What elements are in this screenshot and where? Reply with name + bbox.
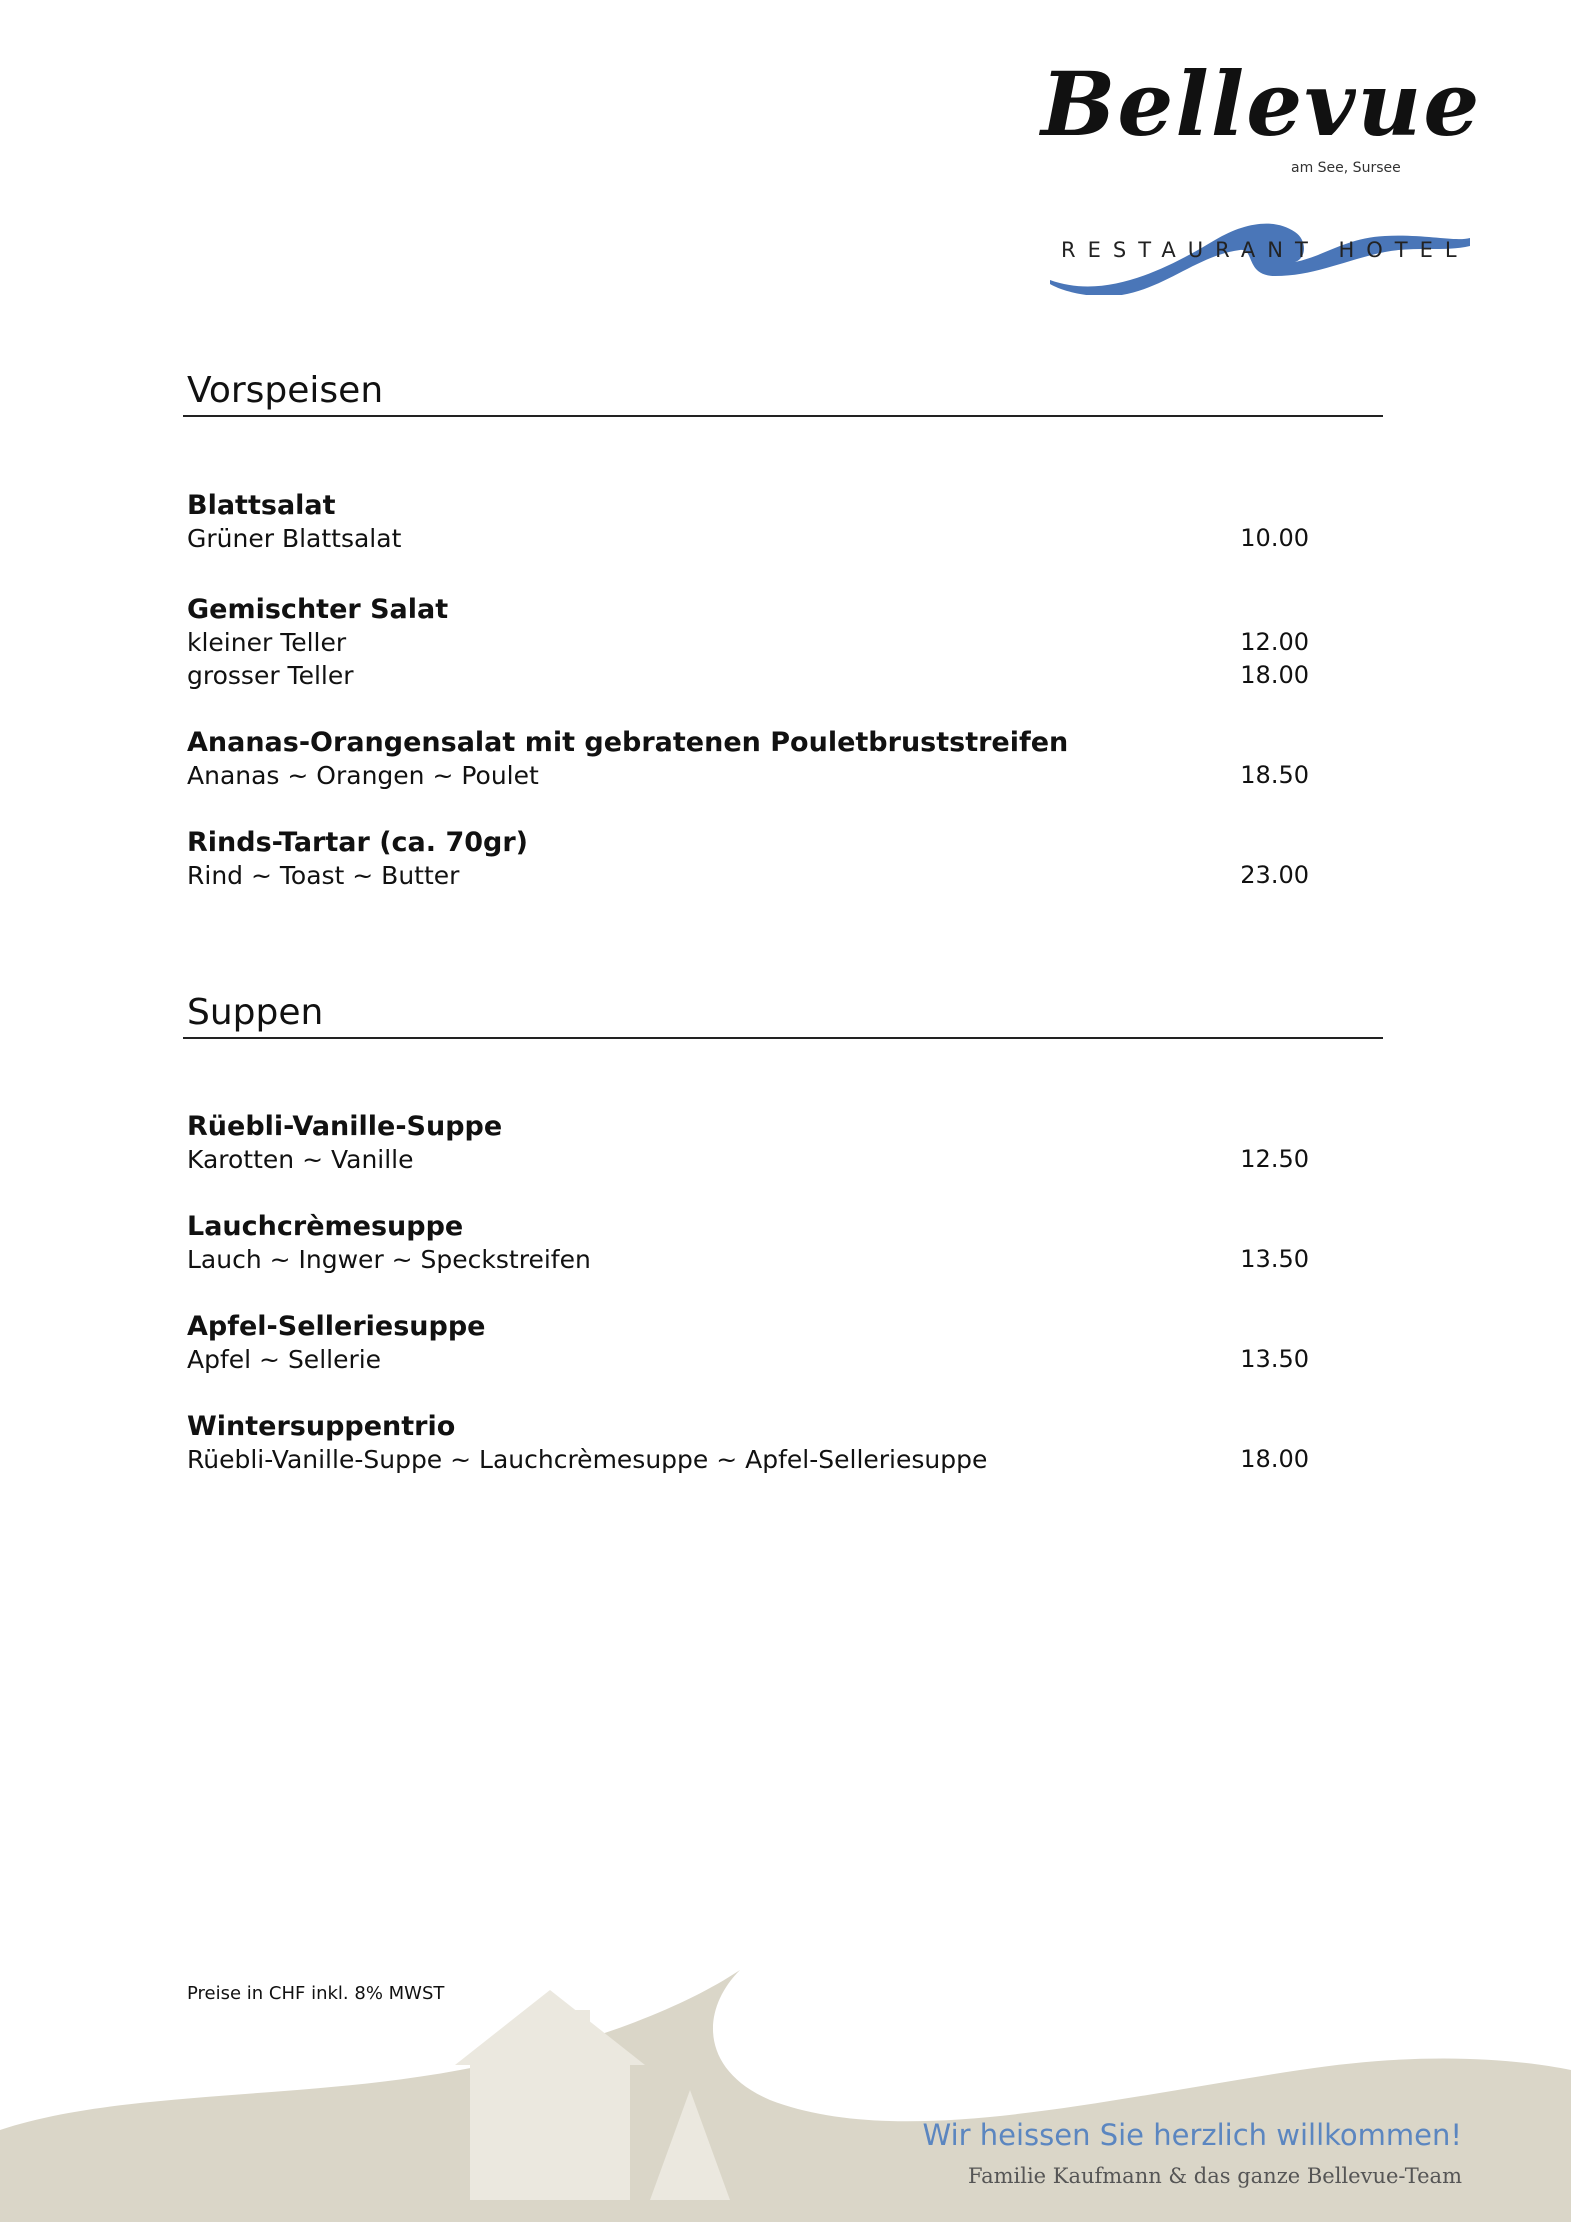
logo <box>1035 52 1482 275</box>
menu-item <box>187 489 1309 555</box>
item-description: Rind ~ Toast ~ Butter <box>187 861 460 890</box>
item-line <box>187 522 1309 555</box>
logo-tagline: RESTAURANT HOTEL <box>1061 238 1469 262</box>
section-rule <box>183 415 1383 417</box>
logo-name: Bellevue <box>1041 52 1482 156</box>
item-line <box>187 626 1309 659</box>
item-description: grosser Teller <box>187 661 354 690</box>
item-line <box>187 759 1309 792</box>
price-note: Preise in CHF inkl. 8% MWST <box>187 1983 445 2004</box>
item-price: 12.50 <box>1240 1145 1309 1173</box>
item-description: kleiner Teller <box>187 628 347 657</box>
item-price: 23.00 <box>1240 861 1309 889</box>
section-suppen <box>187 992 1387 1474</box>
family-signature: Familie Kaufmann & das ganze Bellevue-Team <box>967 2164 1462 2188</box>
welcome-message: Wir heissen Sie herzlich willkommen! <box>922 2118 1462 2152</box>
item-name: Blattsalat <box>187 490 336 521</box>
menu-item <box>187 726 1309 792</box>
item-name: Rüebli-Vanille-Suppe <box>187 1111 503 1142</box>
section-vorspeisen <box>187 370 1387 890</box>
logo-wave-icon <box>1045 160 1475 295</box>
item-description: Ananas ~ Orangen ~ Poulet <box>187 761 539 790</box>
item-name: Apfel-Selleriesuppe <box>187 1311 486 1342</box>
menu-item <box>187 826 1309 892</box>
item-price: 18.50 <box>1240 761 1309 789</box>
menu-item <box>187 1310 1309 1376</box>
item-price: 12.00 <box>1240 628 1309 656</box>
item-description: Grüner Blattsalat <box>187 524 402 553</box>
section-title: Vorspeisen <box>187 370 384 411</box>
item-line <box>187 1443 1309 1476</box>
item-line <box>187 1343 1309 1376</box>
item-line <box>187 1243 1309 1276</box>
section-title: Suppen <box>187 992 324 1033</box>
item-name: Wintersuppentrio <box>187 1411 456 1442</box>
item-name: Gemischter Salat <box>187 594 449 625</box>
item-price: 13.50 <box>1240 1245 1309 1273</box>
item-price: 13.50 <box>1240 1345 1309 1373</box>
menu-item <box>187 593 1309 692</box>
menu-item <box>187 1210 1309 1276</box>
item-name: Ananas-Orangensalat mit gebratenen Pouletbruststreifen <box>187 727 1069 758</box>
item-description: Apfel ~ Sellerie <box>187 1345 382 1374</box>
item-line <box>187 1143 1309 1176</box>
item-name: Rinds-Tartar (ca. 70gr) <box>187 827 528 858</box>
item-line <box>187 659 1309 692</box>
item-description: Rüebli-Vanille-Suppe ~ Lauchcrèmesuppe ~ Apfel-Selleriesuppe <box>187 1445 988 1474</box>
menu-item <box>187 1110 1309 1176</box>
logo-subtitle: am See, Sursee <box>1291 160 1401 176</box>
item-line <box>187 859 1309 892</box>
item-price: 18.00 <box>1240 1445 1309 1473</box>
item-price: 18.00 <box>1240 661 1309 689</box>
item-price: 10.00 <box>1240 524 1309 552</box>
item-description: Lauch ~ Ingwer ~ Speckstreifen <box>187 1245 591 1274</box>
menu-item <box>187 1410 1309 1476</box>
item-name: Lauchcrèmesuppe <box>187 1211 464 1242</box>
section-rule <box>183 1037 1383 1039</box>
item-description: Karotten ~ Vanille <box>187 1145 414 1174</box>
